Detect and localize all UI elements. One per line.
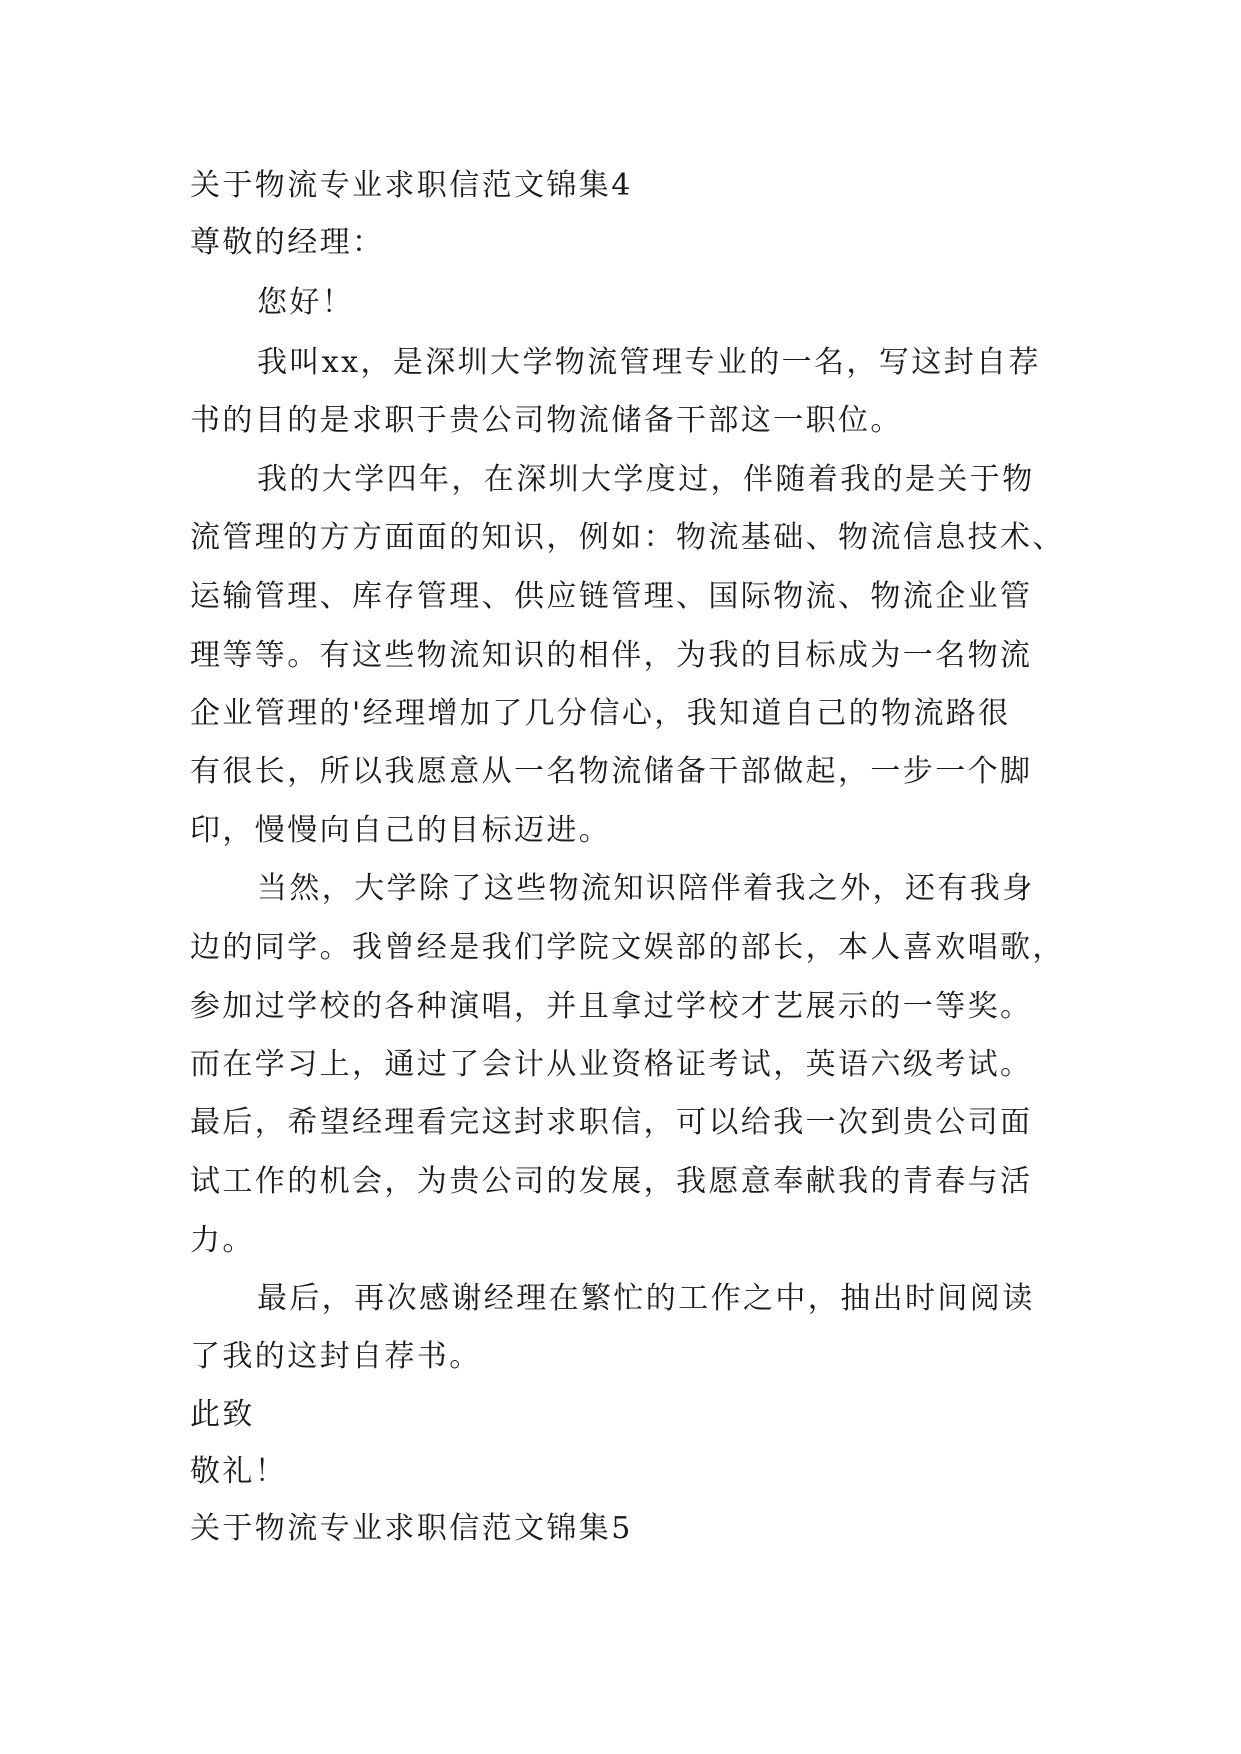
paragraph-line: 我叫xx，是深圳大学物流管理专业的一名，写这封自荐 — [257, 345, 1041, 380]
paragraph-line: 流管理的方方面面的知识，例如：物流基础、物流信息技术、 — [190, 520, 1065, 555]
paragraph-line: 而在学习上，通过了会计从业资格证考试，英语六级考试。 — [190, 1047, 1033, 1082]
section-heading-5: 关于物流专业求职信范文锦集5 — [190, 1511, 633, 1546]
paragraph-line: 试工作的机会，为贵公司的发展，我愿意奉献我的青春与活 — [190, 1164, 1033, 1199]
closing-line-1: 此致 — [190, 1397, 255, 1432]
paragraph-line: 参加过学校的各种演唱，并且拿过学校才艺展示的一等奖。 — [190, 989, 1033, 1024]
paragraph-line: 印，慢慢向自己的目标迈进。 — [190, 813, 612, 848]
paragraph-line: 理等等。有这些物流知识的相伴，为我的目标成为一名物流 — [190, 638, 1033, 673]
section-heading-4: 关于物流专业求职信范文锦集4 — [190, 168, 633, 203]
paragraph-line: 当然，大学除了这些物流知识陪伴着我之外，还有我身 — [257, 871, 1035, 906]
closing-line-2: 敬礼！ — [190, 1454, 288, 1489]
greeting: 您好！ — [257, 285, 355, 320]
paragraph-line: 书的目的是求职于贵公司物流储备干部这一职位。 — [190, 403, 903, 438]
paragraph-line: 了我的这封自荐书。 — [190, 1339, 482, 1374]
paragraph-line: 运输管理、库存管理、供应链管理、国际物流、物流企业管 — [190, 579, 1033, 614]
paragraph-line: 企业管理的'经理增加了几分信心，我知道自己的物流路很 — [190, 696, 1011, 731]
paragraph-line: 边的同学。我曾经是我们学院文娱部的部长，本人喜欢唱歌， — [190, 930, 1065, 965]
paragraph-line: 力。 — [190, 1223, 255, 1258]
paragraph-line: 我的大学四年，在深圳大学度过，伴随着我的是关于物 — [257, 462, 1035, 497]
paragraph-line: 有很长，所以我愿意从一名物流储备干部做起，一步一个脚 — [190, 754, 1033, 789]
paragraph-line: 最后，希望经理看完这封求职信，可以给我一次到贵公司面 — [190, 1105, 1033, 1140]
salutation: 尊敬的经理： — [190, 225, 385, 260]
paragraph-line: 最后，再次感谢经理在繁忙的工作之中，抽出时间阅读 — [257, 1281, 1035, 1316]
